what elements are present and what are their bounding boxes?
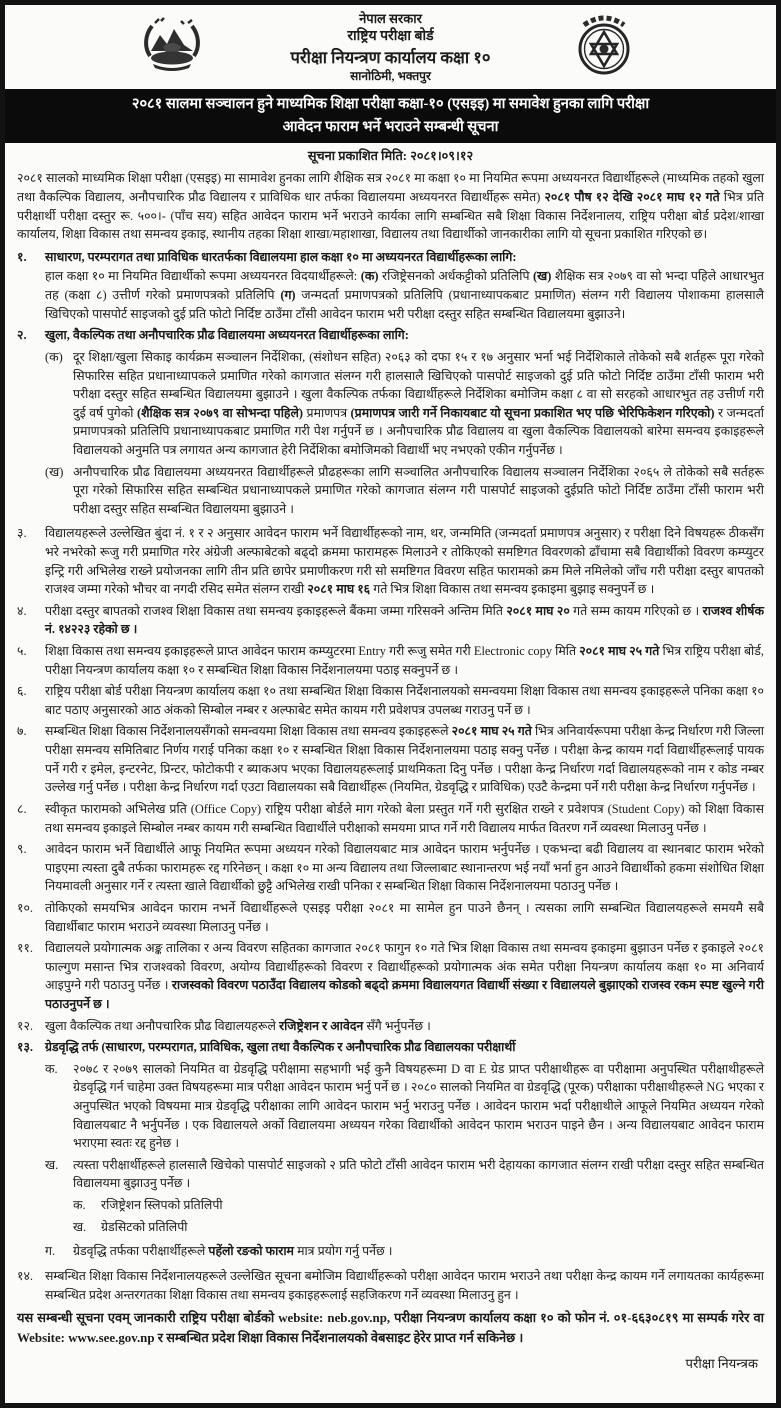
banner-line-1: २०८१ सालमा सञ्चालन हुने माध्यमिक शिक्षा परीक्षा कक्षा-१० (एसइइ) मा समावेश हुनका लागि परीक्षा xyxy=(131,96,650,112)
notice-item xyxy=(17,326,764,521)
item-label: ४. xyxy=(17,603,27,618)
notice-item xyxy=(45,1242,764,1261)
notice-item xyxy=(45,1060,764,1153)
notice-item xyxy=(17,939,764,1013)
item-label: २. xyxy=(17,328,27,343)
item-text: सम्बन्धित शिक्षा विकास निर्देशनालयसँगको समन्वयमा शिक्षा विकास तथा समन्वय इकाइहरूले २०८१ माघ २५ गते भित्र अनिवार्यरूपमा परीक्षा केन्द्र निर्धारण गरी जिल्ला परीक्षा समन्वय समितिबाट निर्णय गराई पनिका कक्षा १० र सम्बन्धित शिक्षा विकास निर्देशनालयमा पठाइ सक्नु पर्नेछ । परीक्षा केन्द्र कायम गर्दा विद्यार्थीहरूलाई पायक पर्ने गरी र इमेल, इन्टरनेट, प्रिन्टर, फोटोकपी र ब्याकअप भएका विद्यालयहरूलाई प्राथमिकता दिनु पर्नेछ । परीक्षा केन्द्र निर्धारण गर्दा विद्यालयहरूको नाम र कोड नम्बर उल्लेख गर्नु पर्नेछ । परीक्षा केन्द्र निर्धारण गर्दा एउटा विद्यालयका सबै विद्यार्थीहरू (नियमित, ग्रेडवृद्धि र प्राविधिक) एउटै केन्द्रमा पर्ने गरी परीक्षा केन्द्र निर्धारण गर्नुपर्नेछ । xyxy=(45,724,764,795)
item-label: (ख) xyxy=(45,464,64,479)
notice-item xyxy=(17,722,764,796)
letterhead xyxy=(17,9,764,86)
notice-item xyxy=(17,602,764,639)
item-text: २०७८ र २०७९ सालको नियमित वा ग्रेडवृद्धि परीक्षामा सहभागी भई कुनै विषयहरूमा D वा E ग्रेड प्राप्त परीक्षाथीहरू वा परीक्षामा अनुपस्थित परीक्षाथीहरूले ग्रेडवृद्धि गर्न चाहेमा उक्त विषयहरूमा मात्र परीक्षा आवेदन फाराम भर्नु पर्ने छ । २०८० सालको नियमित वा ग्रेडवृद्धि (पूरक) परीक्षाका परीक्षाथीहरूले NG भएका र अनुपस्थित भएको विषयमा मात्र ग्रेडवृद्धि परीक्षाका लागि आवेदन फाराम भर्नु भराउनु पर्नेछ । आवेदन फाराम भर्दा परीक्षाथीले आफूले नियमित अध्ययन गरेको विद्यालयबाट नै भर्नुपर्नेछ । एक विद्यालयले अर्को विद्यालयमा अध्ययन गरेका विद्यार्थीको आवेदन फाराम भराउन पाइने छैन । अन्य विद्यालयबाट आवेदन फाराम भराएमा स्वतः रद्द हुनेछ । xyxy=(73,1061,764,1151)
footer-contact: यस सम्बन्धी सूचना एवम् जानकारी राष्ट्रिय परीक्षा बोर्डको website: neb.gov.np, परीक्षा नियन्त्रण कार्यालय कक्षा १० को फोन नं. ०१-६६३०८१९ मा सम्पर्क गरेर वा Website: www.see.gov.np र सम्बन्धित प्रदेश शिक्षा विकास निर्देशनालयको वेबसाइट हेरेर प्राप्त गर्न सकिनेछ । xyxy=(17,1311,764,1345)
item-text: हाल कक्षा १० मा नियमित विद्यार्थीको रूपमा अध्ययनरत विदयार्थीहरूले: (क) रजिष्ट्रेसनको अर्धकट्टीको प्रतिलिपि (ख) शैक्षिक सत्र २०७९ वा सो भन्दा पहिले आधारभुत तह (कक्षा ८) उत्तीर्ण गरेको प्रमाणपत्रको प्रतिलिपि (ग) जन्मदर्ता प्रमाणपत्रको प्रतिलिपि (प्रधानाध्यापकबाट प्रमाणित) संलग्न गरी विद्यालय पोशाकमा हालसालै खिचिएको पासपोर्ट साइजको दुई प्रति फोटो निर्दिष्ट ठाउँमा टाँसी आवेदन फाराम भरी परीक्षा दस्तुर सहित सम्बन्धित विद्यालयमा बुझाउने। xyxy=(45,269,765,321)
notice-item xyxy=(45,1156,764,1239)
item-label: १३. xyxy=(17,1040,33,1055)
intro-paragraph: २०८१ सालको माध्यमिक शिक्षा परीक्षा (एसइइ) मा सामावेश हुनका लागि शैक्षिक सत्र २०८१ मा कक्षा १० मा नियमित रूपमा अध्ययनरत विद्यार्थीहरूले (माध्यमिक तहको खुला तथा वैकल्पिक विद्यालय, अनौपचारिक प्रौढ विद्यालय र प्राविधिक धार तर्फका विद्यालयमा अध्ययनरत विद्यार्थीहरू समेत) २०८१ पौष १२ देखि २०८१ माघ १२ गते भित्र प्रति परीक्षार्थी परीक्षा दस्तुर रू. ५००।- (पाँच सय) सहित आवेदन फाराम भर्ने भराउने कार्यका लागि सम्बन्धित सबै शिक्षा विकास निर्देशनालय, राष्ट्रिय परीक्षा बोर्ड प्रदेश/शाखा कार्यालय, शिक्षा विकास तथा समन्वय इकाइ, स्थानीय तहका शिक्षा शाखा/महाशाखा, विद्यालय तथा विद्यार्थीको जानकारीका लागि यो सूचना प्रकाशित गरिएको छ। xyxy=(17,171,764,242)
item-text: रजिष्ट्रेशन स्लिपको प्रतिलिपी xyxy=(101,1198,223,1213)
item-text: खुला वैकल्पिक तथा अनौपचारिक प्रौढ विद्यालयहरूले रजिष्ट्रेशन र आवेदन सँगै भर्नुपर्नेछ । xyxy=(45,1018,431,1033)
header-address-line: सानोठिमी, भक्तपुर xyxy=(350,69,431,84)
item-label: ३. xyxy=(17,526,27,541)
item-label: १२. xyxy=(17,1018,33,1033)
item-label: (क) xyxy=(45,349,63,364)
item-text: परीक्षा दस्तुर बापतको राजश्व शिक्षा विकास तथा समन्वय इकाइहरूले बैंकमा जम्मा गरिसक्ने अन्तिम मिति २०८१ माघ २० गते सम्म कायम गरिएको छ । राजश्व शीर्षक नं. १४२२३ रहेको छ । xyxy=(45,603,764,637)
item-text: विद्यालयले प्रयोगात्मक अङ्क तालिका र अन्य विवरण सहितका कागजात २०८१ फागुन १० गते भित्र शिक्षा विकास तथा समन्वय इकाइमा बुझाउन पर्नेछ र इकाइले २०८१ फाल्गुण मसान्त भित्र राजश्वको विवरण, अयोग्य विद्यार्थीहरूको विवरण र विद्यार्थीहरूको प्रयोगात्मक अंक समेत परीक्षा नियन्त्रण कार्यालय कक्षा १० मा अनिवार्य आइपुग्ने गरी पठाउनु पर्नेछ । राजस्वको विवरण पठाउँदा विद्यालय कोडको बढ्दो क्रममा विद्यालयगत विद्यार्थी संख्या र विद्यालयले बुझाएको राजस्व रकम स्पष्ट खुल्ने गरी पठाउनुपर्ने छ । xyxy=(45,941,764,1011)
notice-item xyxy=(17,642,764,679)
notice-item xyxy=(17,899,764,936)
notice-item xyxy=(73,1218,764,1237)
banner-line-2: आवेदन फाराम भर्ने भराउने सम्बन्धी सूचना xyxy=(282,118,499,135)
item-text: आवेदन फाराम भर्ने विद्यार्थीले आफू नियमित रूपमा अध्ययन गरेको विद्यालयबाट मात्र आवेदन फाराम भर्नुपर्नेछ । एकभन्दा बढी विद्यालय वा स्थानबाट फाराम भरेको पाइएमा त्यस्ता दुबै तर्फका फारामहरू रद्द गरिनेछन् । कक्षा १० मा अन्य विद्यालय तथा जिल्लाबाट स्थानान्तरण भई नयाँ भर्ना हुन आउने विद्यार्थीको हकमा संशोधित शिक्षा नियमावली अनुसार गर्ने र त्यस्ता खाले विद्यार्थीको छुट्टै अभिलेख राखी पनिका र सम्बन्धित शिक्षा विकास निर्देशनालयमा पठाउनु पर्नेछ । xyxy=(45,842,764,894)
item-label: १०. xyxy=(17,900,33,915)
notice-item xyxy=(17,1017,764,1036)
neb-seal-icon xyxy=(572,11,636,83)
item-label: ८. xyxy=(17,801,27,816)
item-text: अनौपचारिक प्रौढ विद्यालयमा अध्ययनरत विद्यार्थीहरूले प्रौढहरूका लागि सञ्चालित अनौपचारिक विद्यालय सञ्चालन निर्देशिका २०६५ ले तोकेको सबै सर्तहरू पूरा गरेको सिफारिस सहित सम्बन्धित प्रधानाध्यापकले प्रमाणित गरेको कागजात संलग्न गरी पासपोर्ट साइजको दुईप्रति फोटो निर्दिष्ट ठाउँमा टाँसी फाराम भरी परीक्षा दस्तुर सहित सम्बन्धित विद्यालयमा बुझाउने । xyxy=(73,464,764,516)
item-text: सम्बन्धित शिक्षा विकास निर्देशनालयहरूले उल्लेखित सूचना बमोजिम विद्यार्थीहरूको परीक्षा आवेदन फाराम भराउने तथा परीक्षा केन्द्र कायम गर्ने लगायतका कार्यहरूमा सम्बन्धित प्रदेश अन्तरगतका शिक्षा विकास तथा समन्वय इकाइहरूलाई सहजिकरण गर्ने व्यवस्था मिलाउनु हुन । xyxy=(45,1268,764,1302)
item-text: त्यस्ता परीक्षार्थीहरूले हालसालै खिचेको पासपोर्ट साइजको २ प्रति फोटो टाँसी आवेदन फाराम भरी देहायका कागजात संलग्न राखी परीक्षा दस्तुर सहित सम्बन्धित विद्यालयमा बुझाउनु पर्नेछ । xyxy=(73,1157,764,1191)
item-label: क. xyxy=(45,1061,58,1076)
publish-date: सूचना प्रकाशित मिति: २०८१।०९।१२ xyxy=(307,149,474,164)
item-label: ६. xyxy=(17,684,27,699)
signature: परीक्षा नियन्त्रक xyxy=(685,1355,758,1371)
header-government-line: नेपाल सरकार xyxy=(359,11,422,26)
item-label: क. xyxy=(73,1198,86,1213)
item-label: ९. xyxy=(17,842,27,857)
item-label: ७. xyxy=(17,724,27,739)
item-heading: खुला, वैकल्पिक तथा अनौपचारिक प्रौढ विद्यालयमा अध्ययनरत विद्यार्थीहरूका लागि: xyxy=(45,328,409,343)
header-board-line: राष्ट्रिय परीक्षा बोर्ड xyxy=(347,28,434,44)
item-label: १. xyxy=(17,249,27,264)
notice-item xyxy=(73,1196,764,1215)
item-text: दूर शिक्षा/खुला सिकाइ कार्यक्रम सञ्चालन निर्देशिका, (संशोधन सहित) २०६३ को दफा १५ र १७ अनुसार भर्ना भई निर्देशिकाले तोकेको सबै शर्तहरू पूरा गरेको सिफारिस सहित प्रधानाध्यापकले प्रमाणित गरेको कागजात संलग्न गरी हालसालै खिचिएको पासपोर्ट साइजको दुई प्रति फोटो निर्दिष्ट ठाउँमा टाँसी फाराम भरी परीक्षा दस्तुर सहित सम्बन्धित विद्यालयमा बुझाउने । खुला वैकल्पिक तर्फका विद्यार्थीहरूले निर्देशिका बमोजिम कक्षा ८ वा सो सरहको आधारभुत तह उत्तीर्ण गरी दुई वर्ष पुगेको (शैक्षिक सत्र २०७९ वा सोभन्दा पहिले) प्रमाणपत्र (प्रमाणपत्र जारी गर्ने निकायबाट यो सूचना प्रकाशित भए पछि भेरिफिकेशन गरिएको) र जन्मदर्ता प्रमाणपत्रको प्रतिलिपि प्रधानाध्यापकबाट प्रमाणित गरी पेश गर्नुपर्ने छ । अनौपचारिक प्रौढ विद्यालय वा खुला वैकल्पिक विद्यालयको बारेमा समन्वय इकाइहरूले विद्यालयको अनुमति पत्र लगायत अन्य कागजात हेरी निर्देशिका बमोजिमको विद्यार्थी भए नभएको एकीन गर्नुपर्नेछ । xyxy=(73,349,764,457)
item-text: शिक्षा विकास तथा समन्वय इकाइहरूले प्राप्त आवेदन फाराम कम्प्युटरमा Entry गरी रूजु समेत गरी Electronic copy मिति २०८१ माघ २५ गते भित्र राष्ट्रिय परीक्षा बोर्ड, परीक्षा नियन्त्रण कार्यालय कक्षा १० र सम्बन्धित शिक्षा विकास निर्देशनालयमा पठाइ सक्नुपर्ने छ । xyxy=(45,644,764,677)
item-heading: ग्रेडवृद्धि तर्फ (साधारण, परम्परागत, प्राविधिक, खुला तथा वैकल्पिक र अनौपचारिक प्रौढ विद्यालयका परीक्षार्थी xyxy=(45,1040,516,1055)
nepal-emblem-icon xyxy=(143,17,201,79)
item-text: ग्रेडवृद्धि तर्फका परीक्षार्थीहरूले पहेंलो रङको फाराम मात्र प्रयोग गर्नु पर्नेछ । xyxy=(73,1244,393,1259)
item-text: विद्यालयहरूले उल्लेखित बुंदा नं. १ र २ अनुसार आवेदन फाराम भर्ने विद्यार्थीहरूको नाम, थर, जन्ममिति (जन्मदर्ता प्रमाणपत्र अनुसार) र परीक्षा दिने विषयहरू ठीकसँग भरे नभरेको रूजु गरी प्रमाणित गरेर अंग्रेजी अल्फाबेटको बढ्दो क्रममा फारामहरू मिलाउने र तोकिएको समष्टिगत विवरणको ढाँचामा सबै विद्यार्थीको विवरण कम्प्युटर इन्ट्रि गरी अभिलेख राख्ने प्रयोजनका लागि तीन प्रति छापेर प्रमाणीकरण गरी सो समष्टिगत विवरण सहित फारामको क्रम मिले नमिलेको जाँच गरी परीक्षा दस्तुर बापतको राजश्व जम्मा गरेको भौचर वा नगदी रसिद समेत संलग्न राखी २०८१ माघ १६ गते भित्र शिक्षा विकास तथा समन्वय इकाइमा बुझाइ सक्नुपर्ने छ । xyxy=(45,526,764,597)
item-text: ग्रेडसिटको प्रतिलिपी xyxy=(101,1219,188,1234)
notice-item xyxy=(17,800,764,837)
notice-items xyxy=(17,248,764,1304)
notice-item xyxy=(17,1038,764,1264)
item-heading: साधारण, परम्परागत तथा प्राविधिक धारतर्फका विद्यालयमा हाल कक्षा १० मा अध्ययनरत विद्यार्थीहरूका लागि: xyxy=(45,249,517,264)
notice-item xyxy=(45,348,764,460)
notice-item xyxy=(45,463,764,519)
item-label: ख. xyxy=(45,1157,59,1172)
header-office-line: परीक्षा नियन्त्रण कार्यालय कक्षा १० xyxy=(290,47,491,67)
item-label: ११. xyxy=(17,941,33,956)
item-label: ख. xyxy=(73,1219,87,1234)
item-text: तोकिएको समयभित्र आवेदन फाराम नभर्ने विद्यार्थीहरूले एसइइ परीक्षा २०८१ मा सामेल हुन पाउने छैनन् । त्यसका लागि सम्बन्धित विद्यालयहरूले समयमै सबै विद्यार्थीबाट फाराम भराउने व्यवस्था मिलाउनु पर्नेछ । xyxy=(45,900,764,934)
notice-title-banner xyxy=(5,89,776,143)
item-text: स्वीकृत फारामको अभिलेख प्रति (Office Copy) राष्ट्रिय परीक्षा बोर्डले माग गरेको बेला प्रस्तुत गर्ने गरी सुरक्षित राख्ने र प्रवेशपत्र (Student Copy) को शिक्षा विकास तथा समन्वय इकाइले सिम्बोल नम्बर कायम गरी सम्बन्धित विद्यार्थीले परीक्षाको समयमा प्राप्त गर्ने गरी विद्यालय मार्फत वितरण गर्ने व्यवस्था मिलाउनु पर्नेछ । xyxy=(45,801,764,835)
notice-item xyxy=(17,840,764,896)
notice-item xyxy=(17,1267,764,1304)
item-text: राष्ट्रिय परीक्षा बोर्ड परीक्षा नियन्त्रण कार्यालय कक्षा १० तथा सम्बन्धित शिक्षा विकास निर्देशनालयको समन्वयमा शिक्षा विकास तथा समन्वय इकाइहरूले पनिका कक्षा १० बाट पठाए अनुसारको आठ अंकको सिम्बोल नम्बर र अल्फाबेट समेत कायम गरी प्रवेशपत्र उपलब्ध गराउनु पर्ने छ । xyxy=(45,684,764,717)
item-label: १४. xyxy=(17,1268,33,1283)
notice-item xyxy=(17,248,764,323)
notice-item xyxy=(17,524,764,598)
item-label: ग. xyxy=(45,1244,56,1259)
notice-item xyxy=(17,682,764,719)
item-label: ५. xyxy=(17,644,27,659)
